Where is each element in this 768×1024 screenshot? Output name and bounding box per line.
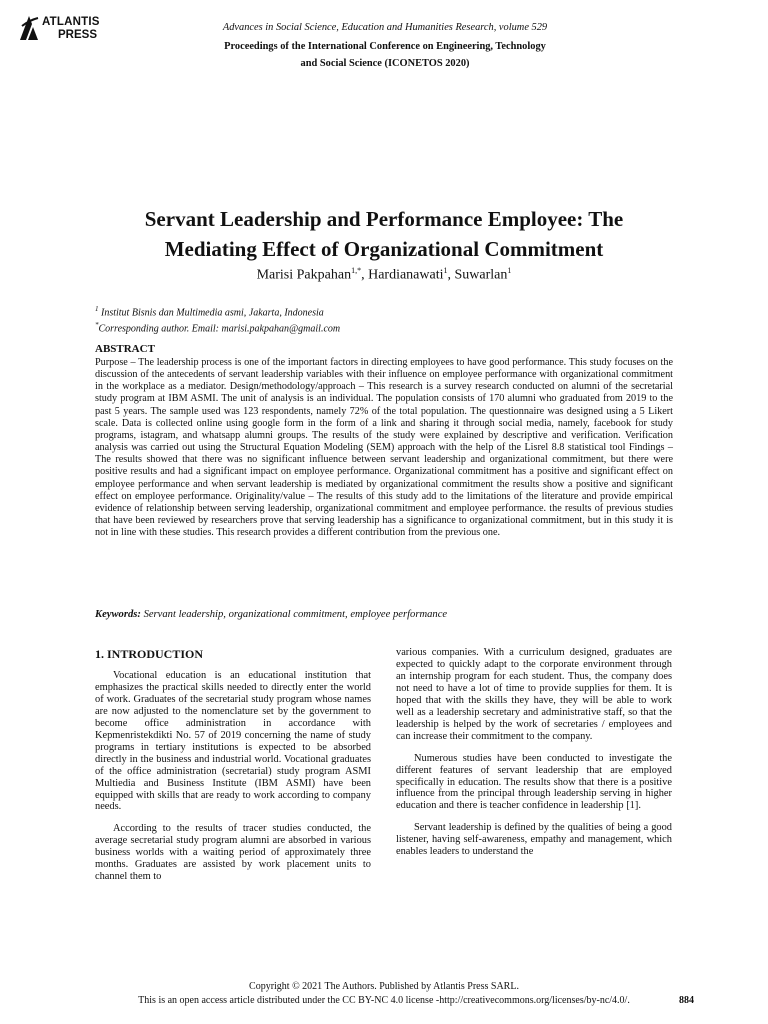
corresponding-superscript: *	[95, 321, 99, 330]
affiliations	[95, 303, 340, 336]
abstract-heading: ABSTRACT	[95, 343, 155, 355]
paper-title-line2: Mediating Effect of Organizational Commitment	[164, 237, 604, 261]
publisher-logo	[18, 14, 108, 44]
keywords-text: Servant leadership, organizational commitment, employee performance	[143, 609, 448, 620]
body-paragraph: Vocational education is an educational institution that emphasizes the practical skills needed to directly enter the world of work. Graduates of the secretarial study program whose names are now adjusted to the nomenclature set by the government to become office administration in accordance with Kepmenristekdikti No. 57 of 2019 concerning the name of study programs in tertiary institutions is expected to be absorbed directly in the business and industrial world. Vocational graduates of the office administration (secretarial) study program ASMI Multiedia and Business Institute (IBM ASMI) have been equipped with skills that are ready to work according to company needs.	[95, 670, 371, 813]
section-heading: 1. INTRODUCTION	[95, 647, 204, 661]
paper-title-line1: Servant Leadership and Performance Employee: The	[144, 207, 624, 231]
right-column	[396, 647, 672, 858]
proceedings-title-line2: and Social Science (ICONETOS 2020)	[300, 58, 470, 69]
series-title: Advances in Social Science, Education and Humanities Research, volume 529	[222, 22, 548, 33]
affiliation-superscript: 1	[95, 305, 99, 313]
atlantis-logo-icon	[18, 14, 40, 42]
author-superscript: 1	[507, 266, 512, 275]
keywords-label: Keywords:	[95, 609, 141, 620]
left-column	[95, 670, 371, 883]
author-superscript: 1	[443, 266, 448, 275]
paper-title	[60, 204, 708, 264]
author-separator: ,	[447, 267, 455, 283]
abstract-body: Purpose – The leadership process is one of the important factors in directing employees to have good performance. This study focuses on the discussion of the antecedents of servant leadership variables with their influence on employee performance with organizational commitment in the workplace as a mediator. Design/methodology/approach – This research is a survey research conducted on alumni of the secretarial study program at IBM ASMI. The unit of analysis is an individual. The population consists of 170 alumni who graduated from 2019 to the past 5 years. The sample used was 123 respondents, namely 72% of the total population. The questionnaire was designed using a 5 Likert scale. Data is collected online using google form in the form of a link and sharing it through social media, namely, facebook for study programs, istagram, and whatsapp alumni groups. The results of the study were explained by descriptive and verification. Verification analysis was carried out using the Structural Equation Modeling (SEM) approach with the help of the Lisrel 8.8 statistical tool Findings – The results showed that there was no significant influence between servant leadership and organizational commitment, but there were positive results and had a significant impact on employee performance. Organizational commitment has a positive and significant effect on employee performance and when servant leadership is mediated by organizational commitment the results show a positive and significant effect on employee performance. Originality/value – The results of this study add to the limitations of the literature and provide empirical evidence of relationship between serving leadership, organizational commitment and employee performance. the results of previous studies that have been reviewed by researchers prove that serving leadership has a significance to organizational commitment, but in this study it is not in line with these studies. This research provides a different contribution from the previous one.	[95, 357, 673, 539]
author-name: Hardianawati	[368, 267, 444, 283]
corresponding-text: Corresponding author. Email: marisi.pakpahan@gmail.com	[98, 323, 341, 335]
body-paragraph: various companies. With a curriculum designed, graduates are expected to quickly adapt to the corporate environment through an internship program for each student. Thus, the company does not need to have a lot of time to provide supplies for them. It is hoped that with the skills they have, they will be able to work well as a leadership secretary and administrative staff, so that the leadership is helped by the work of secretaries / employees and can increase their commitment to the company.	[396, 647, 672, 742]
author-name: Suwarlan	[454, 267, 508, 283]
license-notice: This is an open access article distributed under the CC BY-NC 4.0 license -http://creativecommons.org/licenses/by-nc/4.0/.	[138, 995, 630, 1006]
affiliation-line	[95, 303, 340, 319]
body-paragraph: According to the results of tracer studies conducted, the average secretarial study program alumni are absorbed in various business worlds with a waiting period of approximately three months. Graduates are assisted by work placement units to channel them to	[95, 823, 371, 883]
author-name: Marisi Pakpahan	[256, 267, 352, 283]
publisher-name-line2: PRESS	[58, 29, 97, 41]
author-list	[60, 266, 708, 284]
affiliation-text: Institut Bisnis dan Multimedia asmi, Jakarta, Indonesia	[101, 307, 324, 319]
copyright-notice: Copyright © 2021 The Authors. Published by Atlantis Press SARL.	[249, 981, 519, 992]
proceedings-title-line1: Proceedings of the International Conference on Engineering, Technology	[224, 41, 546, 52]
author-separator: ,	[361, 267, 369, 283]
body-paragraph: Servant leadership is defined by the qualities of being a good listener, having self-awareness, empathy and management, which enables leaders to understand the	[396, 822, 672, 858]
body-paragraph: Numerous studies have been conducted to investigate the different features of servant leadership that are employed specifically in education. The results show that there is a positive influence from the principal through leadership serving in higher education and there is teacher confidence in leadership [1].	[396, 752, 672, 812]
author-superscript: 1,*	[351, 266, 362, 275]
keywords	[95, 609, 447, 620]
corresponding-line	[95, 319, 340, 335]
page-number: 884	[679, 995, 694, 1006]
publisher-name-line1: ATLANTIS	[42, 16, 100, 28]
